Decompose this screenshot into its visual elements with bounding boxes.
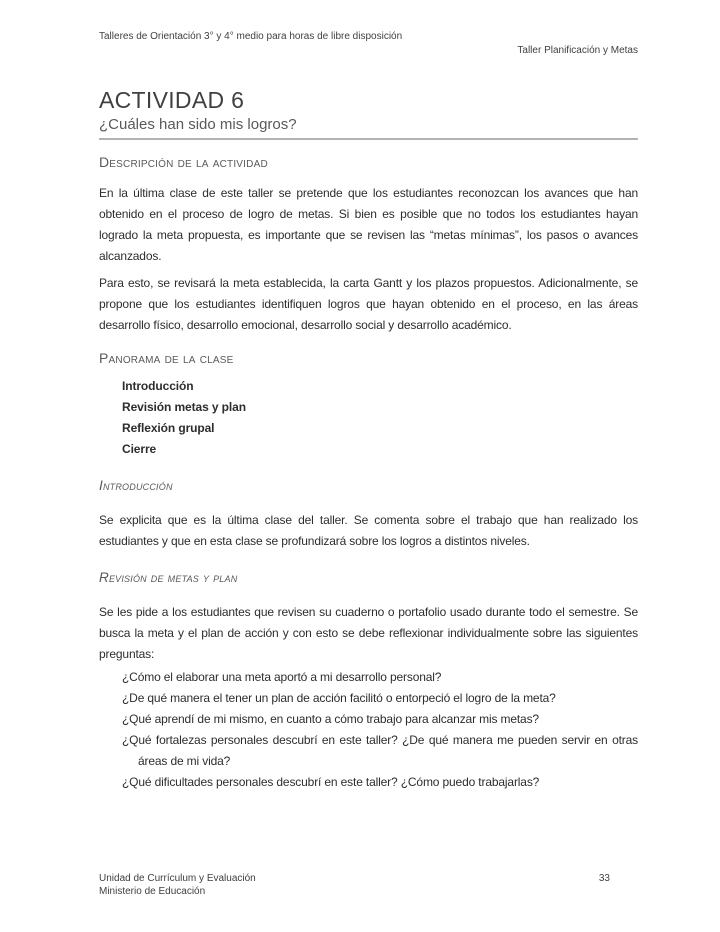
panorama-item-reflexion: Reflexión grupal bbox=[122, 421, 215, 435]
header-right-text: Taller Planificación y Metas bbox=[517, 45, 638, 56]
question-item-2: ¿De qué manera el tener un plan de acción facilitó o entorpeció el logro de la meta? bbox=[122, 691, 556, 705]
descripcion-paragraph-1: En la última clase de este taller se pretende que los estudiantes reconozcan los avances que han obtenido en el proceso de logro de metas. Si bien es posible que no todos los estudiantes hayan logrado la meta propuesta, es importante que se revisen las “metas mínimas”, los pasos o avances alcanzados. bbox=[99, 186, 638, 263]
section-heading-revision: Revisión de metas y plan bbox=[99, 570, 238, 585]
page-number: 33 bbox=[598, 873, 610, 884]
question-item-3: ¿Qué aprendí de mi mismo, en cuanto a cómo trabajo para alcanzar mis metas? bbox=[122, 712, 539, 726]
panorama-item-revision: Revisión metas y plan bbox=[122, 400, 246, 414]
panorama-item-introduccion: Introducción bbox=[122, 379, 194, 393]
panorama-list bbox=[122, 376, 638, 460]
page-header bbox=[99, 0, 638, 58]
questions-list bbox=[99, 667, 638, 793]
section-heading-panorama: Panorama de la clase bbox=[99, 350, 234, 366]
descripcion-paragraph-2: Para esto, se revisará la meta establecida, la carta Gantt y los plazos propuestos. Adicionalmente, se propone que los estudiantes identifiquen logros que hayan obtenido en el proceso, en las áreas desarrollo físico, desarrollo emocional, desarrollo social y desarrollo académico. bbox=[99, 276, 638, 332]
revision-paragraph: Se les pide a los estudiantes que revisen su cuaderno o portafolio usado durante todo el semestre. Se busca la meta y el plan de acción y con esto se debe reflexionar individualmente sobre las siguientes preguntas: bbox=[99, 605, 638, 661]
title-divider bbox=[99, 138, 638, 140]
question-item-4: ¿Qué fortalezas personales descubrí en este taller? ¿De qué manera me pueden servir en otras áreas de mi vida? bbox=[122, 733, 638, 768]
panorama-item-cierre: Cierre bbox=[122, 442, 157, 456]
activity-subtitle: ¿Cuáles han sido mis logros? bbox=[99, 116, 297, 133]
introduccion-paragraph: Se explicita que es la última clase del taller. Se comenta sobre el trabajo que han realizado los estudiantes y que en esta clase se profundizará sobre los logros a distintos niveles. bbox=[99, 513, 638, 548]
footer-org-line1: Unidad de Currículum y Evaluación bbox=[99, 873, 256, 884]
section-heading-introduccion: Introducción bbox=[99, 478, 173, 493]
footer-organization bbox=[99, 872, 256, 898]
question-item-5: ¿Qué dificultades personales descubrí en este taller? ¿Cómo puedo trabajarlas? bbox=[122, 775, 540, 789]
activity-title: ACTIVIDAD 6 bbox=[99, 87, 245, 113]
page-footer bbox=[99, 872, 638, 898]
footer-org-line2: Ministerio de Educación bbox=[99, 886, 206, 897]
section-heading-descripcion: Descripción de la actividad bbox=[99, 154, 268, 170]
question-item-1: ¿Cómo el elaborar una meta aportó a mi desarrollo personal? bbox=[122, 670, 442, 684]
header-left-text: Talleres de Orientación 3° y 4° medio para horas de libre disposición bbox=[99, 31, 403, 42]
